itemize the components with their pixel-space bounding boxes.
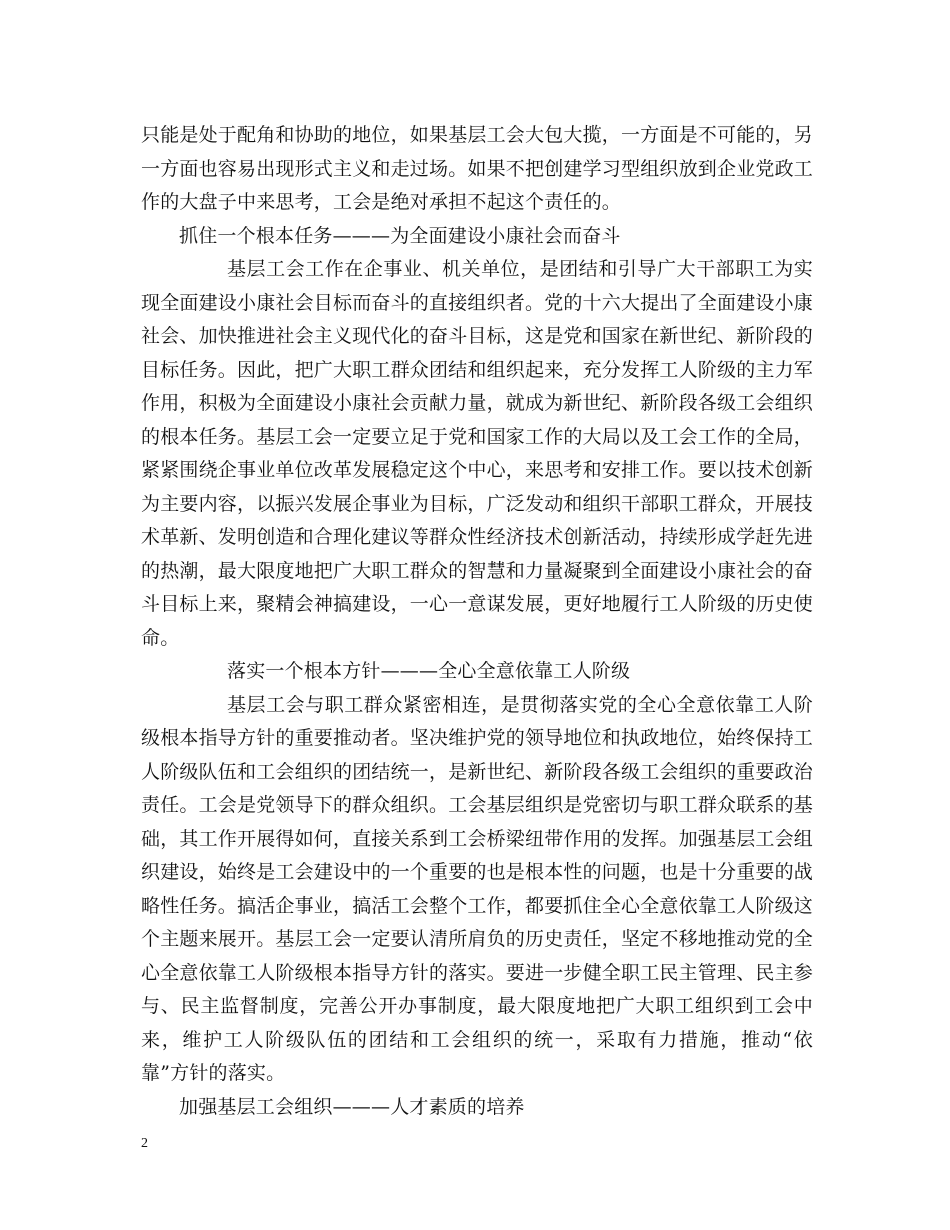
section-heading-talent: 加强基层工会组织———人才素质的培养 — [179, 1095, 525, 1118]
section-heading-policy: 落实一个根本方针———全心全意依靠工人阶级 — [227, 660, 631, 682]
page-number: 2 — [141, 1136, 148, 1151]
paragraph-policy: 基层工会与职工群众紧密相连，是贯彻落实党的全心全意依靠工人阶级根本指导方针的重要推动者。坚决维护党的领导地位和执政地位，始终保持工人阶级队伍和工会组织的团结统一，是新世纪、新阶段各级工会组织的重要政治责任。工会是党领导下的群众组织。工会基层组织是党密切与职工群众联系的基础，其工作开展得如何，直接关系到工会桥梁纽带作用的发挥。加强基层工会组织建设，始终是工会建设中的一个重要的也是根本性的问题，也是十分重要的战略性任务。搞活企事业，搞活工会整个工作，都要抓住全心全意依靠工人阶级这个主题来展开。基层工会一定要认清所肩负的历史责任，坚定不移地推动党的全心全意依靠工人阶级根本指导方针的落实。要进一步健全职工民主管理、民主参与、民主监督制度，完善公开办事制度，最大限度地把广大职工组织到工会中来，维护工人阶级队伍的团结和工会组织的统一，采取有力措施，推动“依靠”方针的落实。 — [141, 693, 814, 1084]
document-body — [141, 119, 813, 1124]
paragraph-continuation: 只能是处于配角和协助的地位，如果基层工会大包大揽，一方面是不可能的，另一方面也容易出现形式主义和走过场。如果不把创建学习型组织放到企业党政工作的大盘子中来思考，工会是绝对承担不起这个责任的。 — [141, 124, 814, 213]
paragraph-task: 基层工会工作在企事业、机关单位，是团结和引导广大干部职工为实现全面建设小康社会目标而奋斗的直接组织者。党的十六大提出了全面建设小康社会、加快推进社会主义现代化的奋斗目标，这是党和国家在新世纪、新阶段的目标任务。因此，把广大职工群众团结和组织起来，充分发挥工人阶级的主力军作用，积极为全面建设小康社会贡献力量，就成为新世纪、新阶段各级工会组织的根本任务。基层工会一定要立足于党和国家工作的大局以及工会工作的全局，紧紧围绕企事业单位改革发展稳定这个中心，来思考和安排工作。要以技术创新为主要内容，以振兴发展企事业为目标，广泛发动和组织干部职工群众，开展技术革新、发明创造和合理化建议等群众性经济技术创新活动，持续形成学赶先进的热潮，最大限度地把广大职工群众的智慧和力量凝聚到全面建设小康社会的奋斗目标上来，聚精会神搞建设，一心一意谋发展，更好地履行工人阶级的历史使命。 — [141, 258, 814, 649]
section-heading-task: 抓住一个根本任务———为全面建设小康社会而奋斗 — [179, 224, 621, 247]
